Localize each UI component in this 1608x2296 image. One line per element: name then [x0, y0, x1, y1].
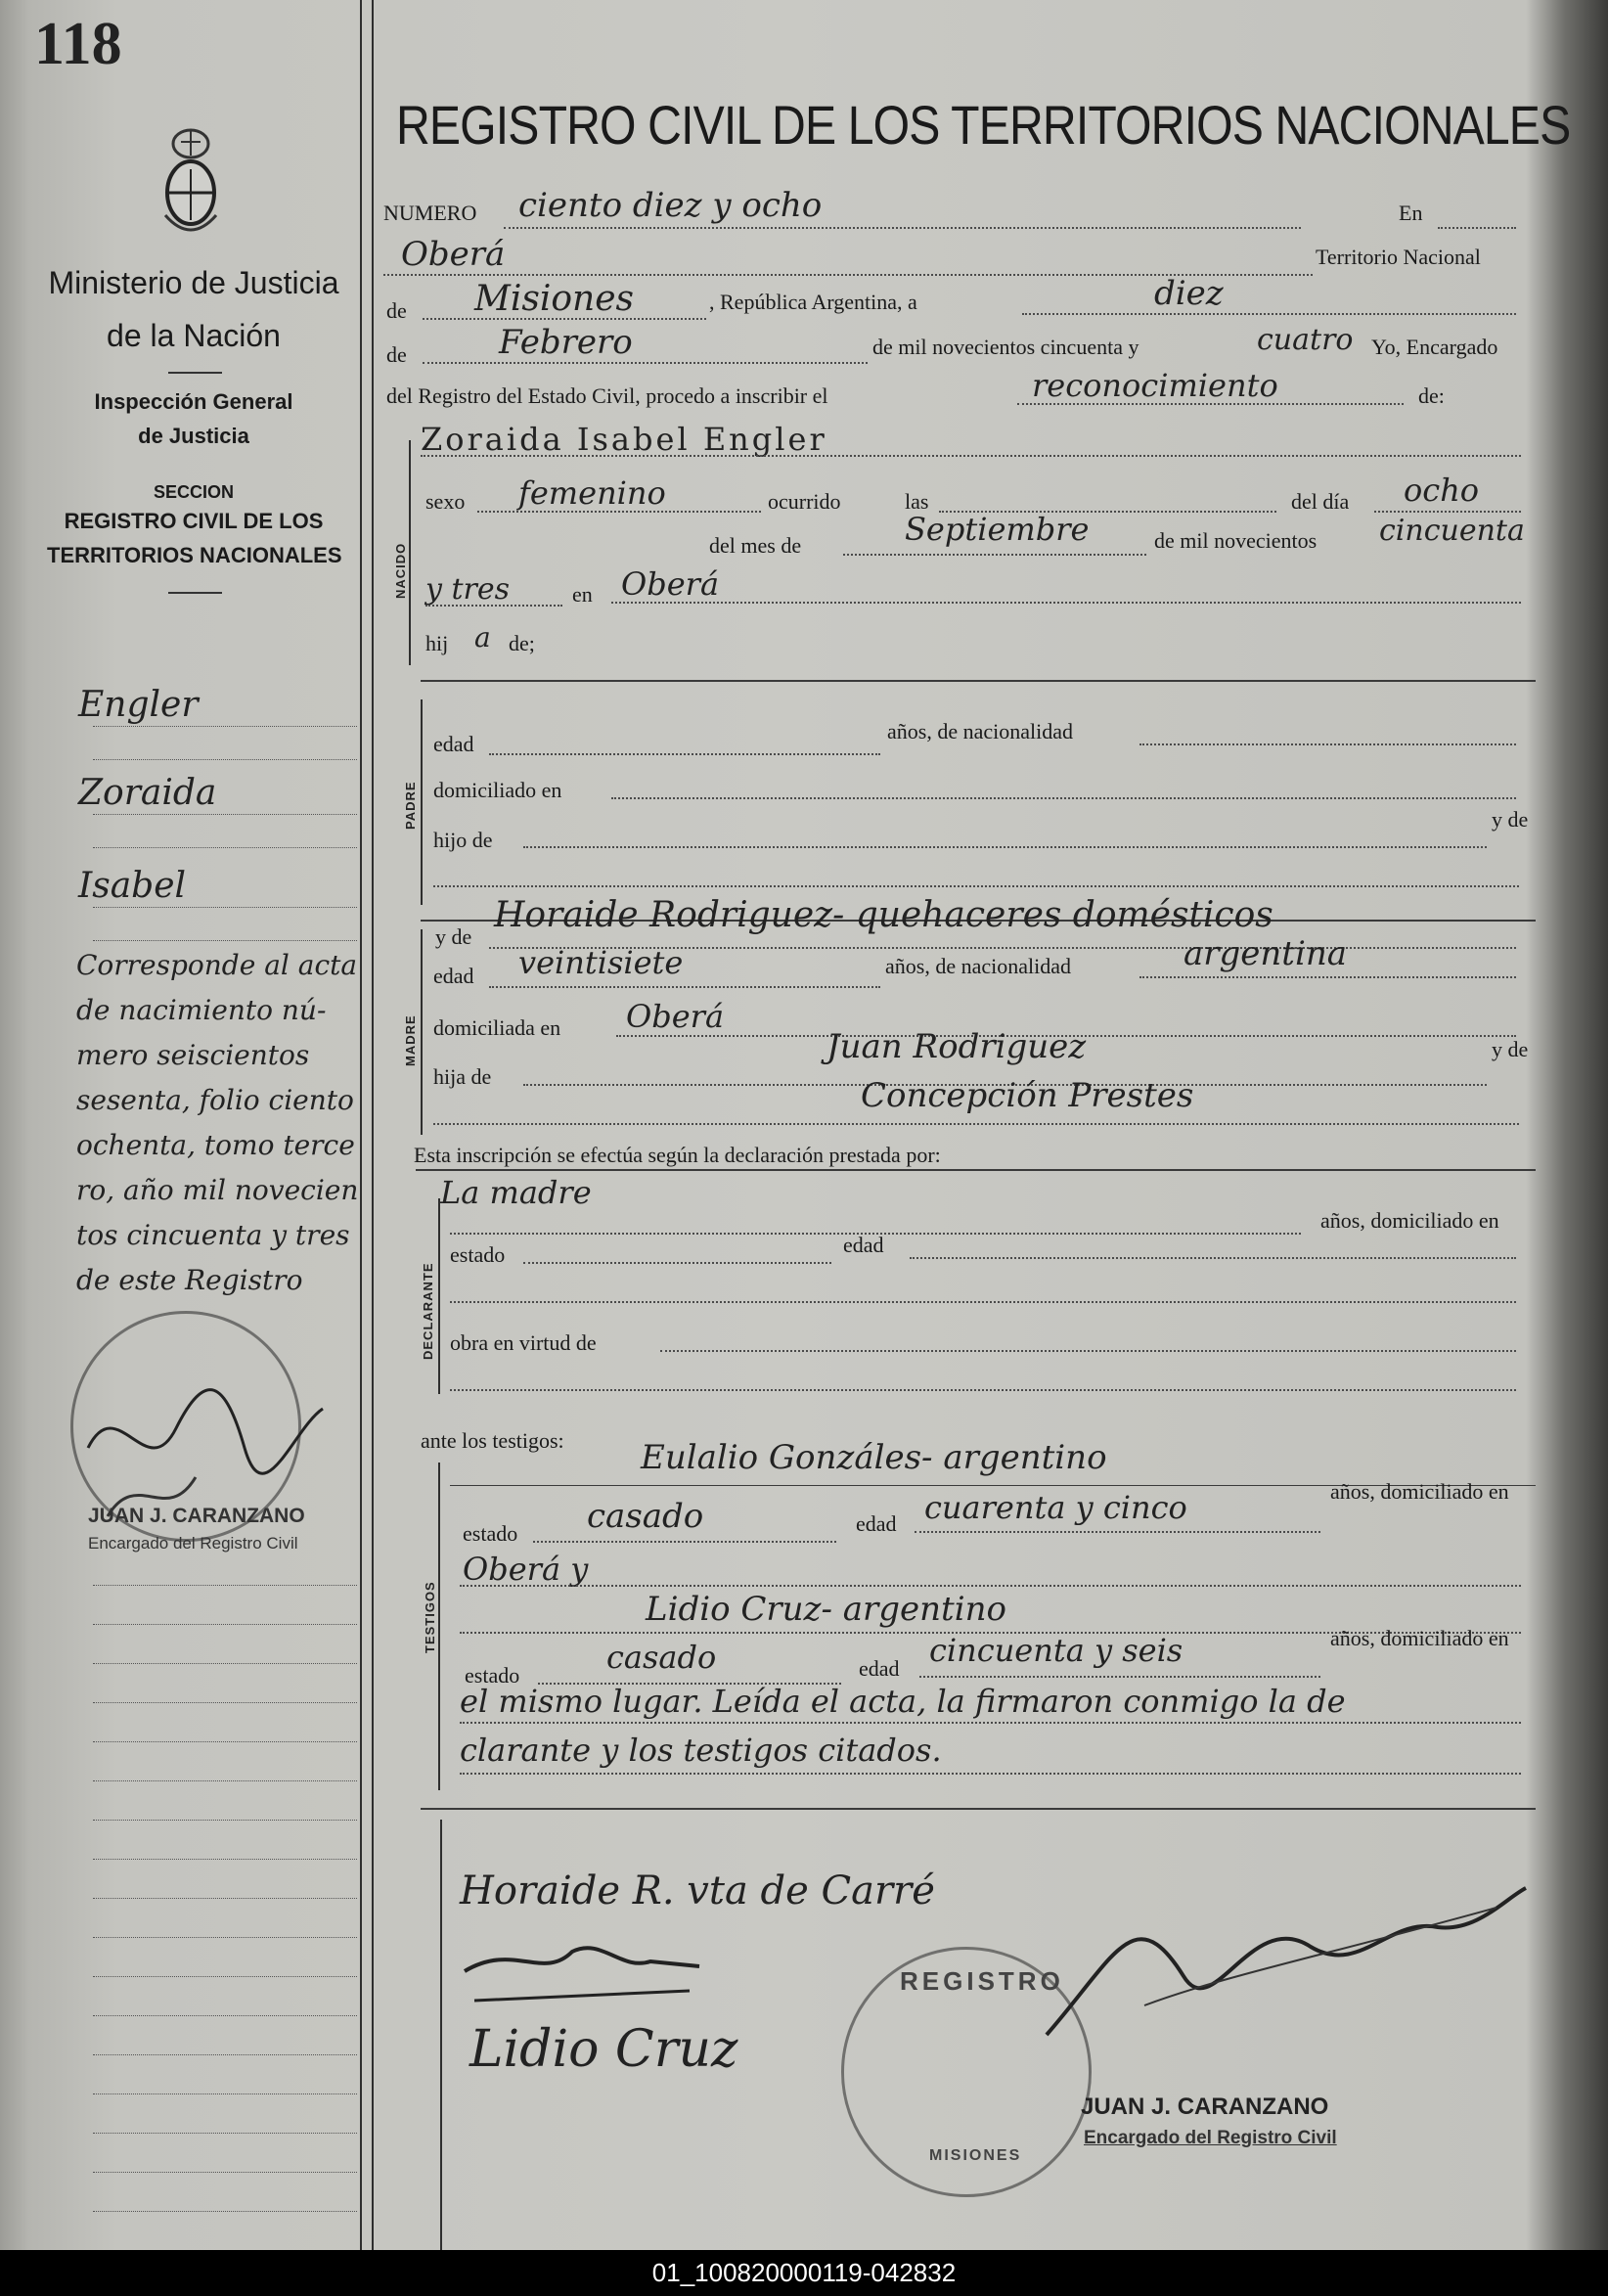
marginal-note-line: mero seiscientos: [76, 1039, 310, 1071]
anio-value-2: y tres: [425, 572, 511, 607]
fill-line: [504, 227, 1301, 229]
ministry-line-1: Ministerio de Justicia: [48, 265, 339, 300]
guide-line: [93, 1820, 357, 1821]
testigo-2-estado-label: estado: [465, 1663, 520, 1688]
fill-line: [611, 602, 1521, 604]
en-label: en: [572, 582, 593, 607]
section-bracket: [421, 699, 423, 905]
del-dia-label: del día: [1291, 489, 1350, 514]
guide-line: [93, 1702, 357, 1703]
fill-line: [611, 797, 1516, 799]
testigo-2-edad: cincuenta y seis: [929, 1632, 1184, 1669]
fill-line: [915, 1531, 1320, 1533]
fill-line: [423, 362, 868, 364]
marginal-note-line: sesenta, folio ciento: [76, 1084, 354, 1116]
madre-anios-label: años, de nacionalidad: [885, 954, 1071, 978]
madre-yde2-label: y de: [1492, 1037, 1529, 1061]
madre-padre-value: Juan Rodriguez: [826, 1027, 1087, 1066]
declarante-anios-label: años, domiciliado en: [1320, 1208, 1499, 1233]
fill-line: [523, 846, 1487, 848]
testigo-1-name: Eulalio Gonzáles- argentino: [641, 1438, 1107, 1477]
guide-line: [93, 2211, 357, 2212]
padre-domicilio-label: domiciliado en: [433, 778, 562, 802]
numero-value: ciento diez y ocho: [518, 186, 823, 225]
fill-line: [843, 554, 1146, 556]
inspection-line-2: de Justicia: [138, 424, 249, 448]
hij-suffix: a: [474, 621, 491, 653]
inspection-line-1: Inspección General: [94, 389, 293, 414]
fill-line: [919, 1676, 1320, 1678]
en-label: En: [1399, 201, 1423, 225]
testigo-1-estado-label: estado: [463, 1521, 518, 1546]
declarante-obra-label: obra en virtud de: [450, 1330, 597, 1355]
de-colon: de:: [1418, 383, 1445, 408]
testigos-label: TESTIGOS: [423, 1581, 437, 1653]
document-title: REGISTRO CIVIL DE LOS TERRITORIOS NACIONALES: [396, 94, 1571, 156]
section-line-1: SECCION: [153, 482, 234, 502]
guide-line: [93, 1937, 357, 1938]
column-divider: [360, 0, 362, 2250]
guide-line: [93, 1585, 357, 1586]
footer-bar: [0, 2250, 1608, 2296]
signature-2-icon: [455, 1932, 709, 2020]
fill-line: [660, 1350, 1516, 1352]
padre-label: PADRE: [403, 781, 418, 830]
fill-line: [910, 1257, 1516, 1259]
madre-madre-value: Concepción Prestes: [861, 1076, 1194, 1115]
madre-edad-label: edad: [433, 964, 474, 988]
section-bracket: [421, 929, 423, 1135]
marginal-note-line: de este Registro: [76, 1264, 303, 1296]
fill-line: [533, 1541, 836, 1543]
section-rule: [421, 680, 1536, 682]
madre-domicilio-value: Oberá: [626, 998, 725, 1035]
signature-officer-icon: [1027, 1839, 1536, 2064]
guide-line: [93, 847, 357, 848]
marginal-note-line: Corresponde al acta: [76, 949, 358, 981]
fill-line: [460, 1773, 1521, 1775]
place-value: Oberá: [401, 235, 506, 274]
section-line-2: REGISTRO CIVIL DE LOS: [64, 509, 324, 533]
marginal-note-line: ro, año mil novecien: [76, 1174, 359, 1206]
declarante-estado-label: estado: [450, 1242, 506, 1267]
guide-line: [93, 1663, 357, 1664]
territory-value: Misiones: [474, 279, 635, 319]
testigo-1-domicilio: Oberá y: [463, 1551, 589, 1588]
guide-line: [93, 940, 357, 941]
madre-domicilio-label: domiciliada en: [433, 1015, 561, 1040]
madre-yde-label: y de: [435, 924, 472, 949]
section-bracket: [438, 1463, 440, 1790]
fill-line: [421, 455, 1521, 457]
left-stamp-name: JUAN J. CARANZANO: [88, 1505, 305, 1527]
guide-line: [93, 1859, 357, 1860]
las-label: las: [905, 489, 929, 514]
madre-nacionalidad-value: argentina: [1184, 934, 1348, 973]
nacido-label: NACIDO: [393, 542, 408, 599]
padre-anios-label: años, de nacionalidad: [887, 719, 1073, 743]
year-value: cuatro: [1257, 323, 1354, 357]
year-text: de mil novecientos cincuenta y: [872, 335, 1139, 359]
guide-line: [93, 759, 357, 760]
fill-line: [523, 1262, 831, 1264]
testigo-1-edad: cuarenta y cinco: [924, 1489, 1187, 1526]
fill-line: [489, 753, 880, 755]
person-name: Zoraida Isabel Engler: [421, 421, 827, 458]
footer-id: 01_100820000119-042832: [651, 2258, 957, 2287]
section-rule: [416, 1169, 1536, 1171]
given-name-2-entry: Isabel: [78, 866, 187, 906]
officer-name: JUAN J. CARANZANO: [1081, 2093, 1329, 2120]
signature-3: Lidio Cruz: [469, 2020, 738, 2079]
left-stamp-role: Encargado del Registro Civil: [88, 1534, 298, 1553]
guide-line: [93, 814, 357, 815]
marginal-note-line: de nacimiento nú-: [76, 994, 327, 1026]
guide-line: [93, 2093, 357, 2094]
anio-value: cincuenta: [1379, 514, 1525, 548]
section-bracket: [438, 1198, 440, 1394]
guide-line: [93, 2172, 357, 2173]
surname-entry: Engler: [78, 685, 199, 725]
divider: [168, 372, 222, 374]
numero-label: NUMERO: [383, 201, 477, 225]
stamp-text: REGISTRO: [900, 1966, 1064, 1996]
registro-text: del Registro del Estado Civil, procedo a inscribir el: [386, 383, 828, 408]
declarante-label: DECLARANTE: [421, 1262, 435, 1360]
month-value: Febrero: [499, 323, 633, 362]
madre-name-value: Horaide Rodriguez- quehaceres domésticos: [494, 895, 1273, 935]
encargado-text: Yo, Encargado: [1371, 335, 1498, 359]
testigo-1-edad-label: edad: [856, 1511, 897, 1536]
signature-bracket: [440, 1820, 442, 2250]
declarante-intro: Esta inscripción se efectúa según la declaración prestada por:: [414, 1143, 941, 1167]
fill-line: [460, 1722, 1521, 1724]
fill-line: [1139, 976, 1516, 978]
hij-de-label: de;: [509, 631, 535, 655]
marginal-note-line: ochenta, tomo terce: [76, 1129, 355, 1161]
guide-line: [93, 2054, 357, 2055]
column-divider: [372, 0, 374, 2250]
sexo-value: femenino: [518, 474, 666, 512]
coat-of-arms-icon: [152, 122, 230, 245]
officer-role: Encargado del Registro Civil: [1084, 2128, 1337, 2148]
given-name-1-entry: Zoraida: [78, 773, 217, 813]
testigo-2-name: Lidio Cruz- argentino: [646, 1590, 1006, 1629]
territorio-label: Territorio Nacional: [1316, 245, 1481, 269]
de-label: de: [386, 298, 407, 323]
fill-line: [433, 885, 1519, 887]
testigo-2-edad-label: edad: [859, 1656, 900, 1681]
testigo-1-anios-label: años, domiciliado en: [1330, 1479, 1509, 1504]
marginal-note-line: tos cincuenta y tres: [76, 1219, 350, 1251]
de-label: de: [386, 342, 407, 367]
section-bracket: [409, 440, 411, 665]
day-value: diez: [1154, 274, 1224, 313]
closing-line-2: clarante y los testigos citados.: [460, 1732, 942, 1769]
mes-label: del mes de: [709, 533, 802, 558]
declarante-value: La madre: [440, 1174, 592, 1211]
madre-edad-value: veintisiete: [518, 944, 684, 981]
madre-label: MADRE: [403, 1014, 418, 1066]
guide-line: [93, 1741, 357, 1742]
anio-label: de mil novecientos: [1154, 528, 1318, 553]
closing-line-1: el mismo lugar. Leída el acta, la firmaron conmigo la de: [460, 1683, 1346, 1720]
testigo-1-estado: casado: [587, 1497, 704, 1536]
page-number: 118: [34, 11, 122, 77]
fill-line: [1022, 313, 1516, 315]
dia-value: ocho: [1404, 472, 1480, 509]
fill-line: [433, 1123, 1519, 1125]
signature-1: Horaide R. vta de Carré: [460, 1868, 935, 1913]
fill-line: [460, 1585, 1521, 1587]
testigo-2-anios-label: años, domiciliado en: [1330, 1626, 1509, 1650]
declarante-edad-label: edad: [843, 1233, 884, 1257]
ministry-line-2: de la Nación: [107, 318, 281, 353]
testigo-2-estado: casado: [606, 1639, 717, 1676]
guide-line: [93, 1780, 357, 1781]
lugar-value: Oberá: [621, 565, 720, 603]
guide-line: [93, 907, 357, 908]
guide-line: [93, 2133, 357, 2134]
padre-yde-label: y de: [1492, 807, 1529, 832]
fill-line: [1438, 227, 1516, 229]
stamp-subtext: MISIONES: [929, 2147, 1022, 2164]
fill-line: [489, 986, 880, 988]
fill-line: [450, 1301, 1516, 1303]
act-value: reconocimiento: [1032, 367, 1278, 404]
padre-edad-label: edad: [433, 732, 474, 756]
mes-value: Septiembre: [905, 511, 1090, 548]
testigos-intro: ante los testigos:: [421, 1428, 564, 1453]
guide-line: [93, 1624, 357, 1625]
hij-label: hij: [425, 631, 449, 655]
fill-line: [425, 605, 562, 607]
fill-line: [1139, 743, 1516, 745]
divider: [168, 592, 222, 594]
fill-line: [450, 1389, 1516, 1391]
section-line-3: TERRITORIOS NACIONALES: [47, 543, 342, 567]
guide-line: [93, 1898, 357, 1899]
guide-line: [93, 2015, 357, 2016]
guide-line: [93, 1976, 357, 1977]
guide-line: [93, 726, 357, 727]
section-rule: [421, 1808, 1536, 1810]
ocurrido-label: ocurrido: [768, 489, 841, 514]
padre-hijo-label: hijo de: [433, 828, 493, 852]
madre-hija-label: hija de: [433, 1064, 492, 1089]
fill-line: [1374, 511, 1521, 513]
republica-label: , República Argentina, a: [709, 290, 917, 314]
sexo-label: sexo: [425, 489, 466, 514]
